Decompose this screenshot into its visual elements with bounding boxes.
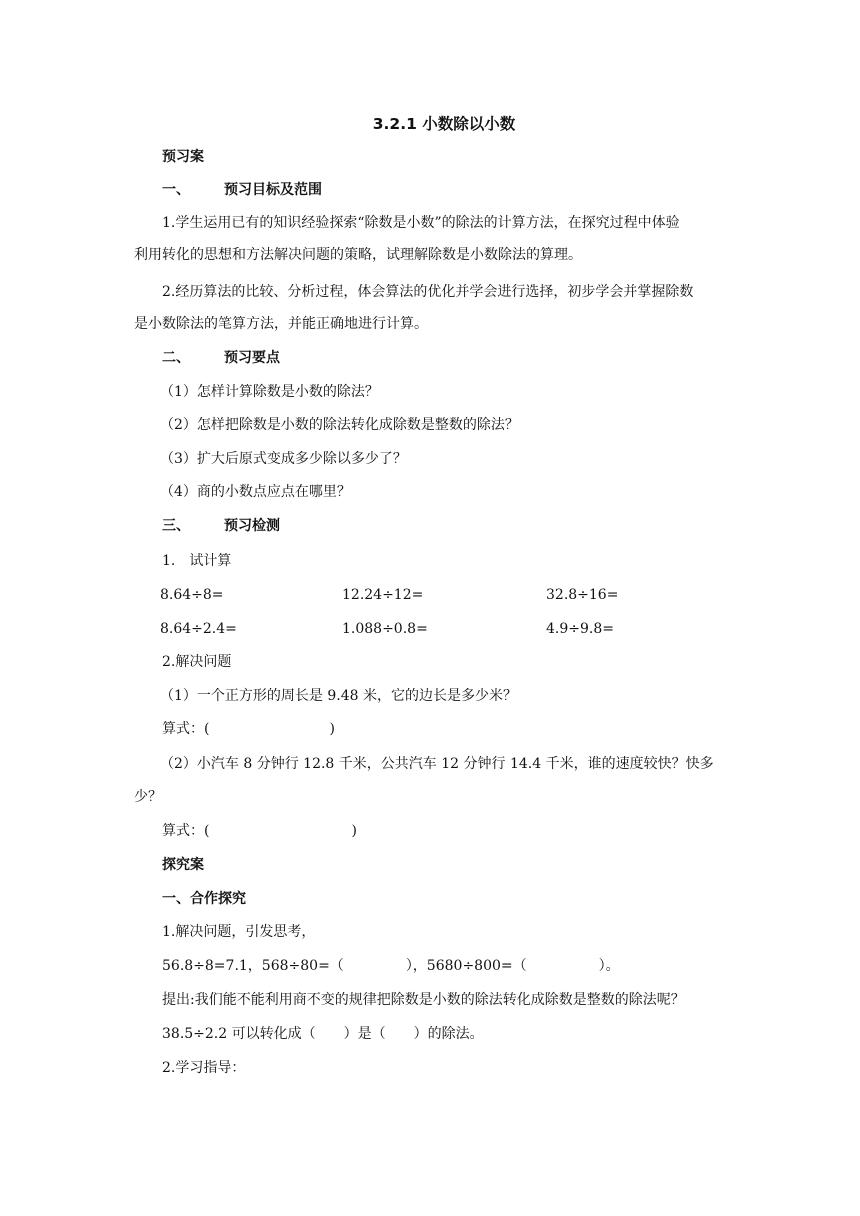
answer-line-1 <box>162 719 335 739</box>
goal-2-line-2: 是小数除法的笔算方法，并能正确地进行计算。 <box>134 316 428 332</box>
page-title: 3.2.1 小数除以小数 <box>372 115 516 133</box>
explore-section-1-heading: 一、合作探究 <box>162 891 246 907</box>
convert-part: ）的除法。 <box>413 1026 484 1042</box>
solve-heading: 2.解决问题 <box>162 654 232 670</box>
answer-open: 算式：( <box>162 823 210 839</box>
section-2-heading <box>162 348 280 368</box>
equation-part: 56.8÷8=7.1，568÷80=（ <box>162 958 344 974</box>
question-1: （1）一个正方形的周长是 9.48 米，它的边长是多少米？ <box>160 688 517 704</box>
explore-item-2: 2.学习指导： <box>162 1060 246 1076</box>
section-3-title: 预习检测 <box>224 518 280 534</box>
answer-close: ) <box>351 823 357 839</box>
calc-problem: 8.64÷2.4= <box>160 621 237 637</box>
section-2-number: 二、 <box>162 350 190 366</box>
question-2-line-2: 少？ <box>134 789 162 805</box>
explore-item-1: 1.解决问题，引发思考， <box>162 924 316 940</box>
goal-1-line-2: 利用转化的思想和方法解决问题的策略，试理解除数是小数除法的算理。 <box>134 247 582 263</box>
convert-part: ）是（ <box>343 1026 386 1042</box>
goal-1-line-1: 1.学生运用已有的知识经验探索“除数是小数”的除法的计算方法，在探究过程中体验 <box>162 215 680 231</box>
point-4: （4）商的小数点应点在哪里？ <box>160 484 351 500</box>
section-1-title: 预习目标及范围 <box>224 182 322 198</box>
point-1: （1）怎样计算除数是小数的除法？ <box>160 384 379 400</box>
convert-part: 38.5÷2.2 可以转化成（ <box>162 1026 316 1042</box>
explore-question: 提出:我们能不能利用商不变的规律把除数是小数的除法转化成除数是整数的除法呢？ <box>162 992 685 1008</box>
calc-heading: 1. 试计算 <box>162 553 232 569</box>
answer-close: ) <box>329 721 335 737</box>
section-2-title: 预习要点 <box>224 350 280 366</box>
answer-line-2 <box>162 821 357 841</box>
section-3-heading <box>162 516 280 536</box>
point-3: （3）扩大后原式变成多少除以多少了？ <box>160 451 407 467</box>
calc-problem: 4.9÷9.8= <box>546 621 614 637</box>
section-1-number: 一、 <box>162 182 190 198</box>
convert-line <box>162 1024 484 1044</box>
equation-part: ）。 <box>598 958 620 974</box>
goal-2-line-1: 2.经历算法的比较、分析过程，体会算法的优化并学会进行选择，初步学会并掌握除数 <box>162 284 694 300</box>
equation-line <box>162 956 620 976</box>
explore-heading: 探究案 <box>162 857 204 873</box>
point-2: （2）怎样把除数是小数的除法转化成除数是整数的除法？ <box>160 417 519 433</box>
preview-heading: 预习案 <box>162 149 204 165</box>
calc-problem: 8.64÷8= <box>160 587 224 603</box>
calc-problem: 1.088÷0.8= <box>342 621 428 637</box>
calc-problem: 12.24÷12= <box>342 587 424 603</box>
section-3-number: 三、 <box>162 518 190 534</box>
question-2-line-1: （2）小汽车 8 分钟行 12.8 千米，公共汽车 12 分钟行 14.4 千米，谁的速度较快？快多 <box>160 756 714 772</box>
section-1-heading <box>162 180 322 200</box>
answer-open: 算式：( <box>162 721 210 737</box>
equation-part: ），5680÷800=（ <box>405 958 527 974</box>
calc-problem: 32.8÷16= <box>546 587 619 603</box>
